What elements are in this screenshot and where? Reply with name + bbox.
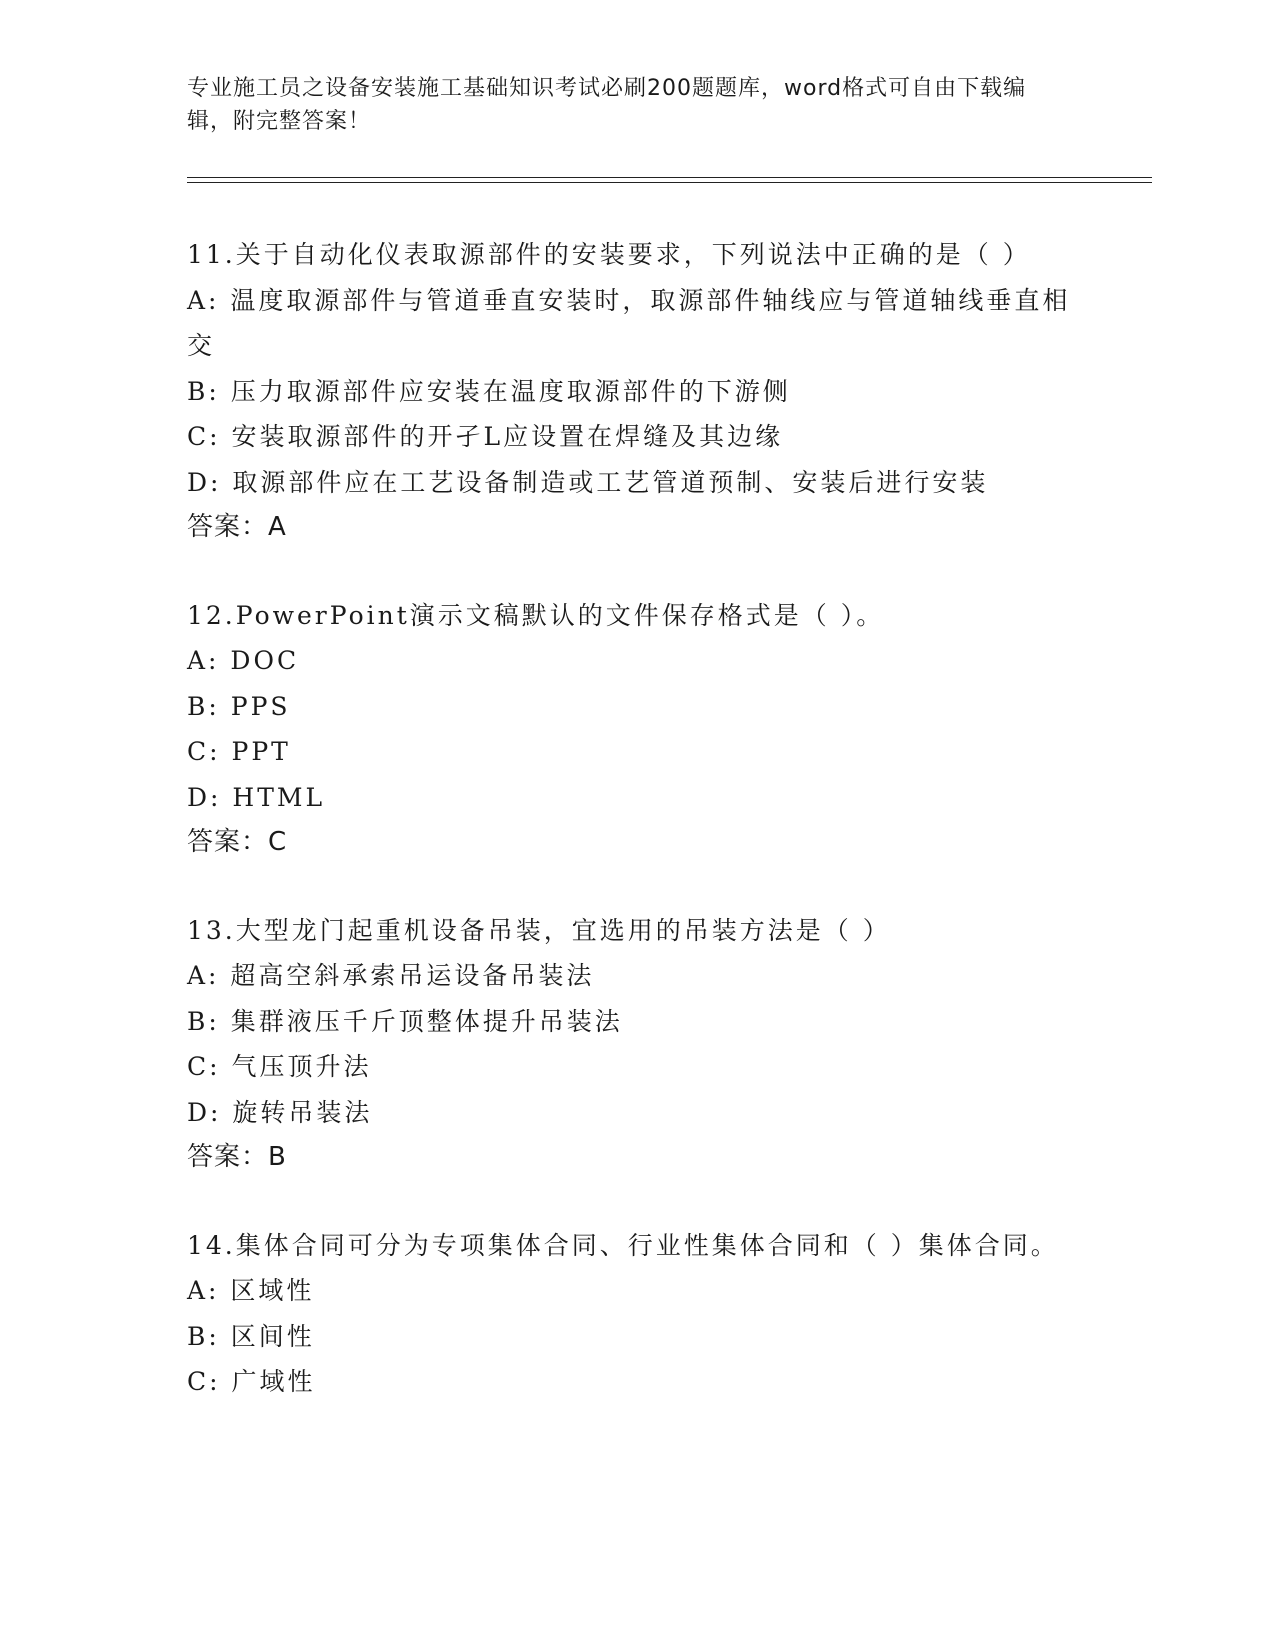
question-item xyxy=(187,593,1087,866)
question-option: A: DOC xyxy=(187,646,300,675)
question-option: D: 旋转吊装法 xyxy=(187,1097,373,1127)
question-answer: 答案：B xyxy=(187,1142,287,1172)
document-header: 专业施工员之设备安装施工基础知识考试必刷200题题库，word格式可自由下载编辑，附完整答案！ xyxy=(187,76,1027,134)
question-option: C: PPT xyxy=(187,737,291,766)
question-answer: 答案：A xyxy=(187,512,287,542)
question-option: C: 气压顶升法 xyxy=(187,1052,372,1081)
question-stem: 14.集体合同可分为专项集体合同、行业性集体合同和（ ）集体合同。 xyxy=(187,1230,1059,1260)
question-item xyxy=(187,232,1087,551)
header-divider-top xyxy=(187,177,1152,178)
question-option: B: 区间性 xyxy=(187,1321,315,1351)
question-option: B: 集群液压千斤顶整体提升吊装法 xyxy=(187,1006,623,1036)
question-item xyxy=(187,908,1087,1181)
question-answer: 答案：C xyxy=(187,827,288,857)
question-option: A: 温度取源部件与管道垂直安装时，取源部件轴线应与管道轴线垂直相交 xyxy=(187,285,1071,360)
header-divider-bottom xyxy=(187,182,1152,183)
question-option: B: PPS xyxy=(187,691,291,721)
question-option: C: 安装取源部件的开孑L应设置在焊缝及其边缘 xyxy=(187,422,784,451)
question-item xyxy=(187,1223,1087,1405)
question-list xyxy=(187,232,1087,1447)
question-option: D: HTML xyxy=(187,782,326,812)
question-stem: 13.大型龙门起重机设备吊装，宜选用的吊装方法是（ ） xyxy=(187,915,891,945)
question-option: D: 取源部件应在工艺设备制造或工艺管道预制、安装后进行安装 xyxy=(187,467,989,497)
question-stem: 12.PowerPoint演示文稿默认的文件保存格式是（ ）。 xyxy=(187,600,885,630)
question-option: A: 区域性 xyxy=(187,1276,315,1305)
question-option: A: 超高空斜承索吊运设备吊装法 xyxy=(187,961,595,990)
question-option: B: 压力取源部件应安装在温度取源部件的下游侧 xyxy=(187,376,791,406)
question-option: C: 广域性 xyxy=(187,1367,316,1396)
question-stem: 11.关于自动化仪表取源部件的安装要求，下列说法中正确的是（ ） xyxy=(187,240,1031,269)
